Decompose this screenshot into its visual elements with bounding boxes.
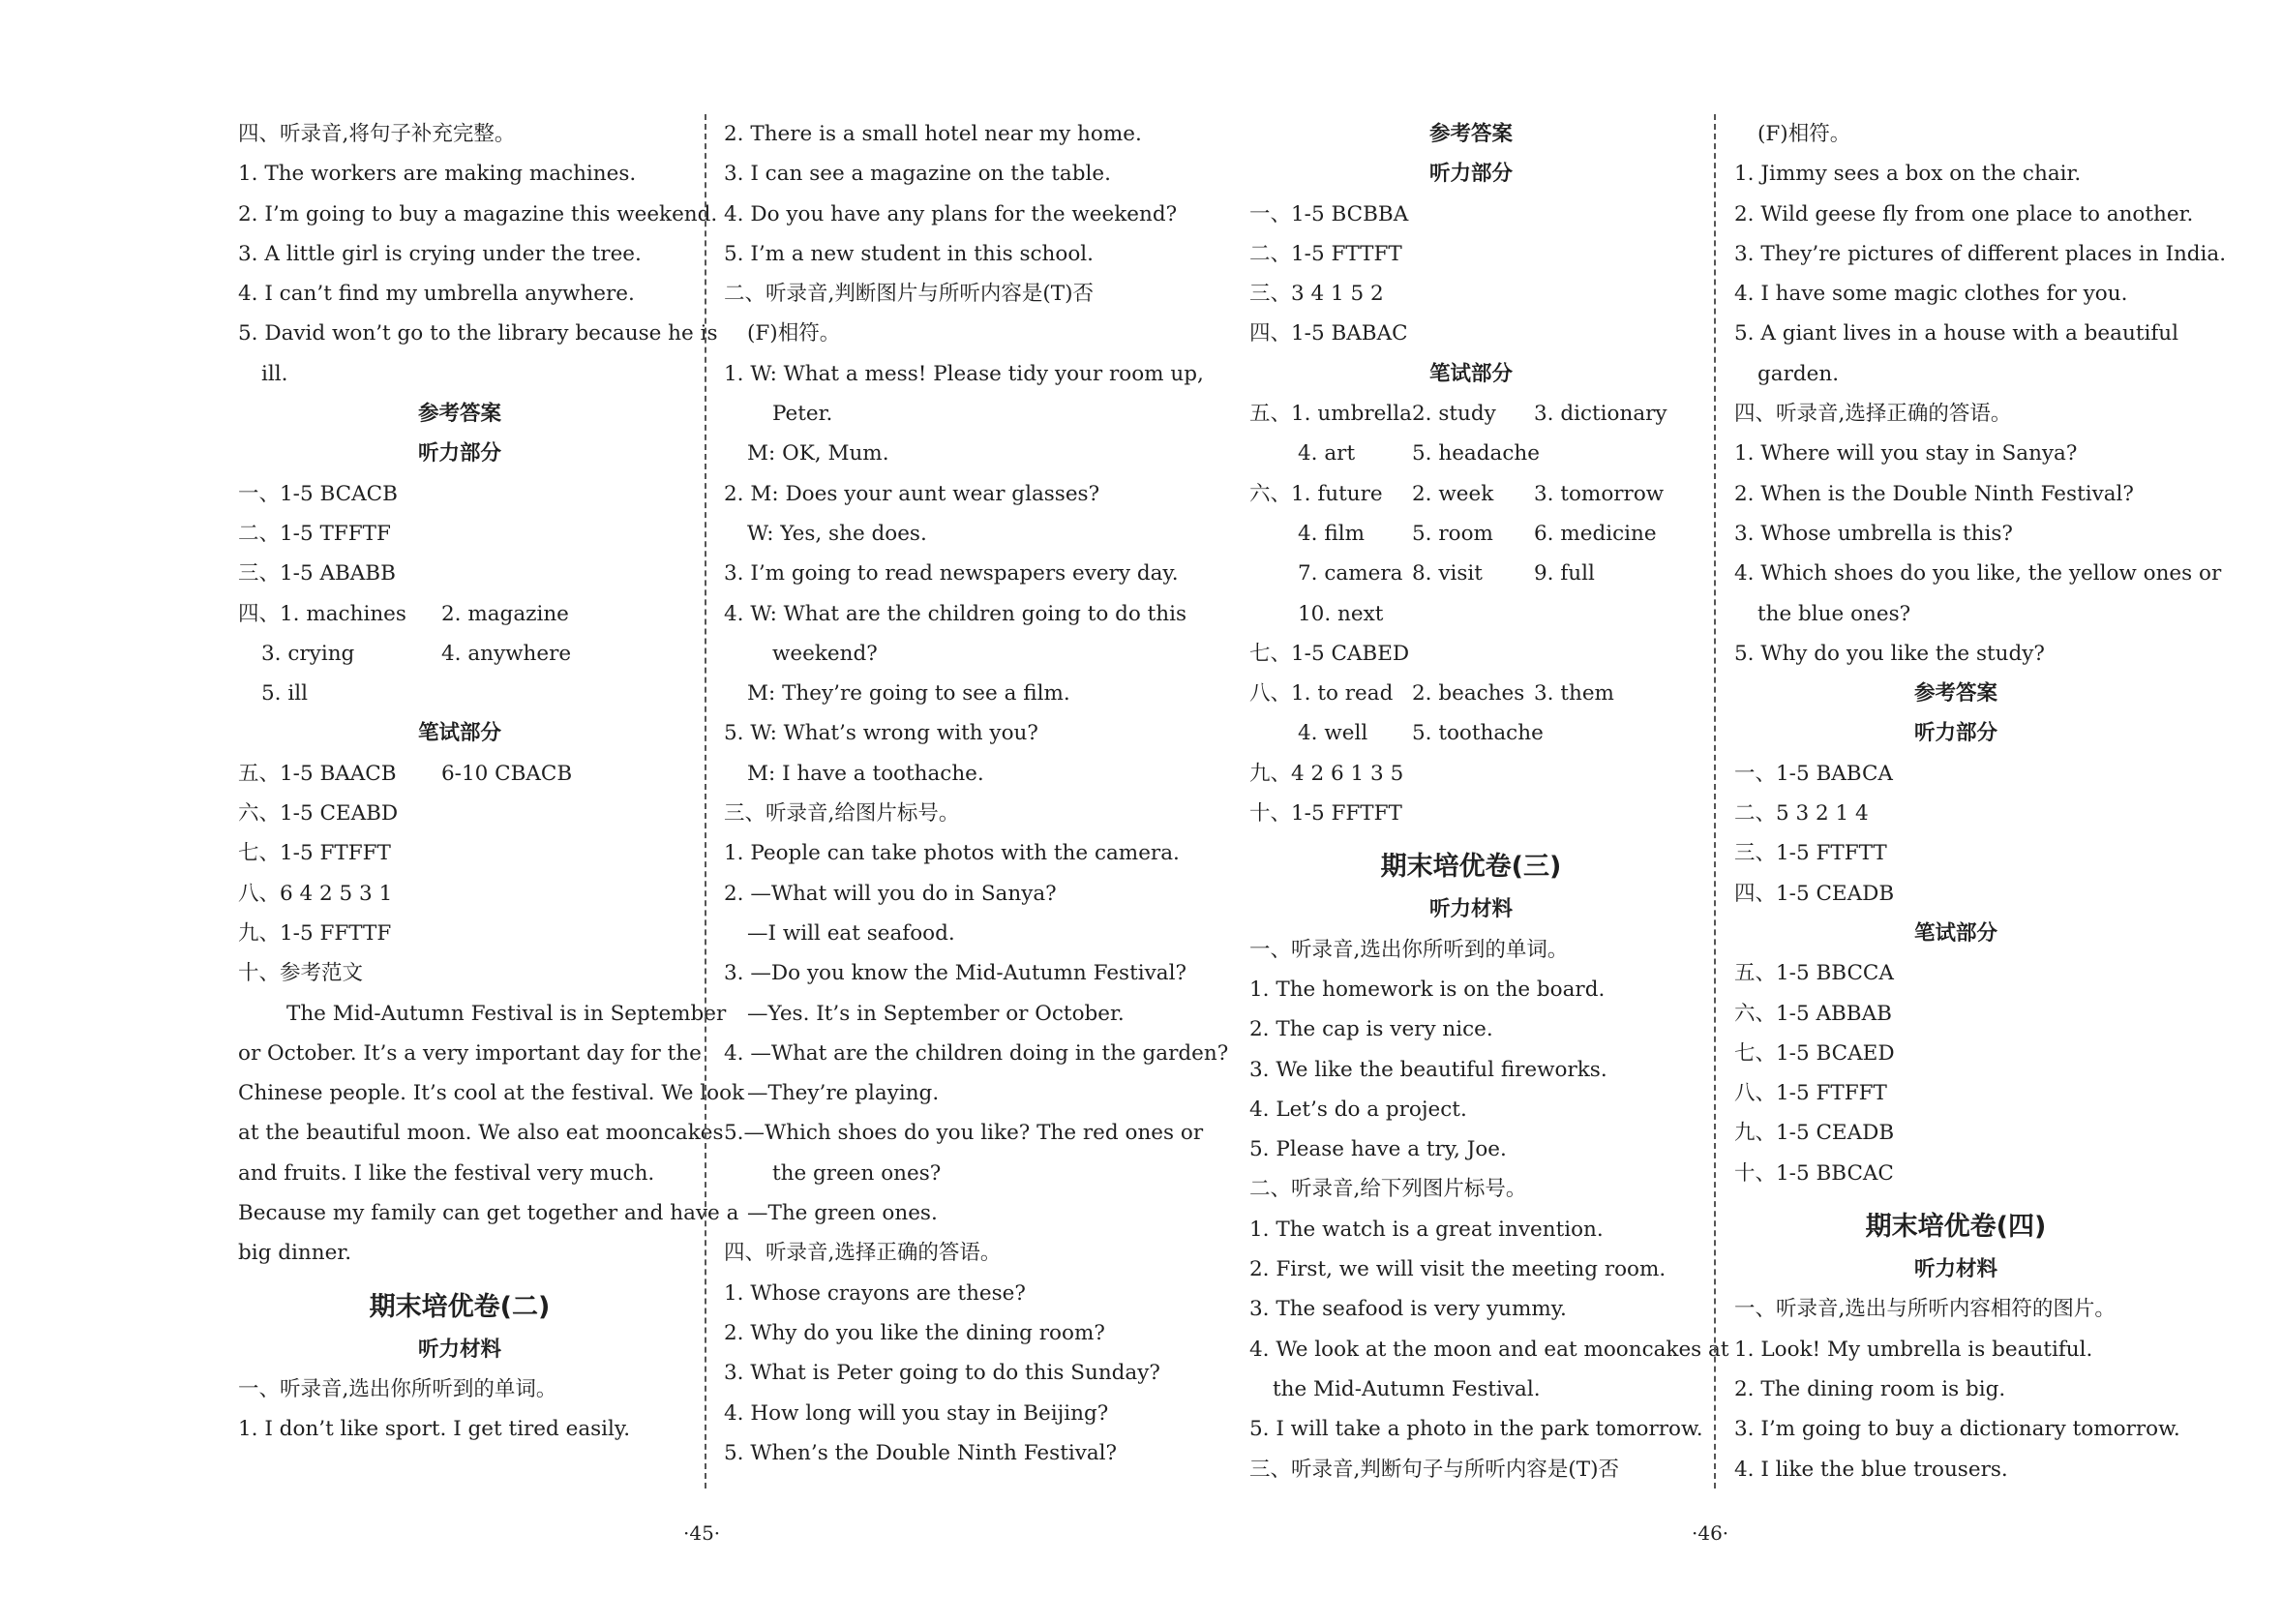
text-line (724, 1073, 1167, 1113)
line-text: 六、1-5 CEABD (238, 801, 399, 827)
text-line (1734, 114, 2177, 154)
line-text: M: OK, Mum. (747, 441, 889, 466)
text-line (1249, 970, 1693, 1009)
line-text: 四、1. machines (238, 601, 406, 626)
line-text: 十、1-5 FFTFT (1249, 801, 1402, 827)
text-line (238, 953, 681, 993)
text-line (724, 1394, 1167, 1433)
line-text: 1. The workers are making machines. (238, 162, 637, 187)
text-line (1249, 234, 1693, 274)
text-line (724, 394, 1167, 434)
text-line (238, 1330, 681, 1369)
text-line (1734, 594, 2177, 634)
text-line (238, 1233, 681, 1273)
text-line (724, 1154, 1167, 1193)
text-line (724, 1113, 1204, 1153)
line-text: M: They’re going to see a film. (747, 681, 1070, 707)
text-line (1734, 634, 2177, 674)
text-line (724, 1193, 1167, 1233)
column-3 (1249, 114, 1729, 1489)
text-line (724, 674, 1167, 713)
text-line (1734, 394, 2177, 434)
line-text: 六、1-5 ABBAB (1734, 1001, 1892, 1026)
line-text: 九、4 2 6 1 3 5 (1249, 761, 1404, 786)
text-line (724, 994, 1167, 1034)
line-text: 4. W: What are the children going to do this (724, 601, 1187, 626)
line-text: 4. Do you have any plans for the weekend? (724, 201, 1178, 226)
text-line (238, 514, 681, 554)
text-line (1734, 754, 2177, 794)
text-line (238, 234, 681, 274)
line-text: 六、1. future (1249, 481, 1383, 506)
text-line (1734, 1450, 2177, 1489)
text-line (724, 434, 1167, 473)
line-text: 1. Where will you stay in Sanya? (1734, 441, 2078, 466)
text-line (1734, 914, 2177, 953)
text-line (724, 1433, 1167, 1473)
text-line (1249, 354, 1693, 394)
line-text: 3. I can see a magazine on the table. (724, 162, 1111, 187)
text-line (724, 154, 1167, 194)
line-text: 5. A giant lives in a house with a beautiful (1734, 321, 2179, 346)
line-text: —I will eat seafood. (747, 920, 955, 946)
line-text: 1. W: What a mess! Please tidy your room up, (724, 361, 1204, 386)
text-line (1734, 154, 2177, 194)
line-text: —They’re playing. (747, 1081, 940, 1106)
line-text: 4. Which shoes do you like, the yellow ones or (1734, 561, 2222, 586)
line-option: 6. medicine (1534, 521, 1657, 546)
text-line (1249, 554, 1693, 593)
line-text: 二、5 3 2 1 4 (1734, 801, 1869, 827)
line-text: the Mid-Autumn Festival. (1273, 1376, 1541, 1401)
line-text: 期末培优卷(四) (1865, 1212, 2047, 1243)
column-divider-left (705, 114, 706, 1489)
line-text: 4. I like the blue trousers. (1734, 1457, 2008, 1482)
line-text: at the beautiful moon. We also eat mooncakes (238, 1121, 724, 1146)
line-text: 三、3 4 1 5 2 (1249, 282, 1384, 307)
text-line (1734, 514, 2177, 554)
text-line (238, 274, 681, 314)
line-text: 一、1-5 BABCA (1734, 761, 1893, 786)
text-line (724, 514, 1167, 554)
line-text: 3. —Do you know the Mid-Autumn Festival? (724, 961, 1186, 986)
line-option: 2. magazine (441, 601, 569, 626)
line-text: 4. —What are the children doing in the garden? (724, 1040, 1229, 1066)
line-text: 3. What is Peter going to do this Sunday? (724, 1361, 1160, 1386)
line-option: 5. room (1412, 521, 1493, 546)
text-line (238, 474, 681, 514)
text-line (238, 1369, 681, 1409)
line-option: 3. them (1534, 681, 1614, 707)
line-text: 五、1-5 BAACB (238, 761, 397, 786)
text-line (724, 354, 1204, 394)
text-line (1249, 833, 1693, 889)
line-text: 1. The watch is a great invention. (1249, 1217, 1604, 1242)
line-text: 2. M: Does your aunt wear glasses? (724, 481, 1100, 506)
text-line (724, 195, 1178, 234)
line-text: 3. I’m going to buy a dictionary tomorrow. (1734, 1417, 2180, 1442)
line-text: weekend? (772, 641, 878, 666)
line-text: 3. Whose umbrella is this? (1734, 521, 2013, 546)
line-text: 5. Please have a try, Joe. (1249, 1137, 1507, 1162)
text-line (724, 754, 1167, 794)
line-text: 听力部分 (1428, 162, 1513, 187)
text-line (238, 874, 681, 914)
line-text: 2. There is a small hotel near my home. (724, 122, 1142, 146)
line-text: 4. film (1298, 521, 1365, 546)
text-line (238, 713, 681, 753)
text-line (1734, 554, 2222, 593)
line-text: 5. Why do you like the study? (1734, 641, 2045, 666)
line-text: 参考答案 (1913, 681, 1997, 707)
column-2 (724, 114, 1229, 1473)
text-line (724, 474, 1167, 514)
line-text: 八、1-5 FTFFT (1734, 1081, 1887, 1106)
line-text: 1. People can take photos with the camera. (724, 841, 1180, 866)
line-text: 参考答案 (417, 402, 501, 427)
text-line (1249, 1369, 1693, 1409)
text-line (1249, 1129, 1693, 1169)
text-line (238, 154, 681, 194)
line-text: 2. Wild geese fly from one place to another. (1734, 201, 2194, 226)
text-line (238, 1073, 745, 1113)
page-number-right: ·46· (1692, 1521, 1729, 1545)
line-text: 2. The dining room is big. (1734, 1376, 2006, 1401)
text-line (238, 394, 681, 434)
line-text: 10. next (1298, 601, 1384, 626)
line-text: 2. First, we will visit the meeting room. (1249, 1257, 1666, 1282)
line-text: 1. Jimmy sees a box on the chair. (1734, 162, 2082, 187)
text-line (1249, 1210, 1693, 1249)
line-text: 3. We like the beautiful fireworks. (1249, 1057, 1607, 1082)
text-line (1734, 794, 2177, 833)
line-text: 3. A little girl is crying under the tree. (238, 241, 642, 266)
line-text: ill. (261, 361, 288, 386)
text-line (1249, 1169, 1693, 1209)
text-line (724, 1353, 1167, 1393)
line-text: 4. We look at the moon and eat mooncakes at (1249, 1337, 1729, 1362)
text-line (1249, 195, 1693, 234)
text-line (238, 833, 681, 873)
text-line (1734, 1409, 2180, 1449)
line-text: 5. I will take a photo in the park tomorrow. (1249, 1417, 1703, 1442)
line-text: 一、听录音,选出你所听到的单词。 (1249, 937, 1569, 962)
text-line (1734, 1330, 2177, 1369)
line-text: 九、1-5 FFTTF (238, 920, 392, 946)
line-text: 3. The seafood is very yummy. (1249, 1297, 1567, 1322)
line-text: 四、1-5 CEADB (1734, 881, 1895, 906)
line-option: 3. dictionary (1534, 402, 1667, 427)
line-text: W: Yes, she does. (747, 521, 927, 546)
text-line (1249, 1289, 1693, 1329)
text-line (724, 1274, 1167, 1313)
line-text: 5.—Which shoes do you like? The red ones or (724, 1121, 1204, 1146)
line-text: 九、1-5 CEADB (1734, 1121, 1895, 1146)
line-text: 三、1-5 FTFTT (1734, 841, 1887, 866)
text-line (1249, 434, 1693, 473)
text-line (1249, 889, 1693, 929)
line-text: or October. It’s a very important day for the (238, 1040, 702, 1066)
line-text: 十、1-5 BBCAC (1734, 1160, 1894, 1186)
line-text: 5. ill (261, 681, 308, 707)
line-text: 八、1. to read (1249, 681, 1394, 707)
text-line (1734, 354, 2177, 394)
text-line (1734, 1249, 2177, 1289)
line-text: 二、1-5 TFFTF (238, 521, 391, 546)
line-text: 4. I can’t find my umbrella anywhere. (238, 282, 635, 307)
line-text: 2. Why do you like the dining room? (724, 1320, 1105, 1345)
line-text: 7. camera (1298, 561, 1403, 586)
line-text: 笔试部分 (1913, 920, 1997, 946)
text-line (1734, 274, 2177, 314)
line-text: 一、1-5 BCBBA (1249, 201, 1409, 226)
text-line (1249, 114, 1693, 154)
line-text: 一、听录音,选出你所听到的单词。 (238, 1376, 557, 1401)
text-line (1734, 1154, 2177, 1193)
text-line (1249, 314, 1693, 353)
text-line (724, 594, 1187, 634)
line-text: 1. The homework is on the board. (1249, 977, 1606, 1002)
line-text: 4. well (1298, 721, 1368, 746)
text-line (238, 1034, 702, 1073)
text-line (238, 314, 718, 353)
text-line (1734, 474, 2177, 514)
line-text: 三、1-5 ABABB (238, 561, 396, 586)
line-text: 四、1-5 BABAC (1249, 321, 1408, 346)
text-line (238, 1409, 681, 1449)
text-line (238, 434, 681, 473)
line-text: 1. Look! My umbrella is beautiful. (1734, 1337, 2093, 1362)
text-line (724, 634, 1167, 674)
line-text: 5. David won’t go to the library because he is (238, 321, 718, 346)
text-line (724, 914, 1167, 953)
text-line (238, 195, 718, 234)
line-option: 4. anywhere (441, 641, 572, 666)
text-line (1734, 1193, 2177, 1249)
text-line (1249, 1450, 1693, 1489)
text-line (1734, 434, 2177, 473)
line-text: 1. I don’t like sport. I get tired easily. (238, 1417, 631, 1442)
line-text: 期末培优卷(三) (1380, 852, 1562, 883)
line-option: 8. visit (1412, 561, 1483, 586)
text-line (724, 833, 1180, 873)
line-text: 笔试部分 (1428, 361, 1513, 386)
line-text: the green ones? (772, 1160, 942, 1186)
text-line (1249, 1409, 1703, 1449)
text-line (1734, 1034, 2177, 1073)
line-text: 二、1-5 FTTFT (1249, 241, 1402, 266)
text-line (1734, 314, 2177, 353)
text-line (724, 114, 1167, 154)
line-text: 3. crying (261, 641, 355, 666)
line-text: 2. —What will you do in Sanya? (724, 881, 1057, 906)
line-text: (F)相符。 (747, 321, 841, 346)
text-line (238, 754, 681, 794)
line-text: 期末培优卷(二) (369, 1291, 551, 1322)
line-text: 笔试部分 (417, 721, 501, 746)
line-text: 一、听录音,选出与所听内容相符的图片。 (1734, 1297, 2116, 1322)
text-line (1734, 713, 2177, 753)
line-text: 2. When is the Double Ninth Festival? (1734, 481, 2134, 506)
line-text: 5. When’s the Double Ninth Festival? (724, 1440, 1118, 1465)
line-text: 一、1-5 BCACB (238, 481, 398, 506)
text-line (1734, 1289, 2177, 1329)
line-text: big dinner. (238, 1241, 352, 1266)
line-text: 十、参考范文 (238, 961, 364, 986)
text-line (1734, 953, 2177, 993)
text-line (238, 994, 727, 1034)
text-line (1249, 514, 1693, 554)
text-line (238, 1274, 681, 1330)
line-text: M: I have a toothache. (747, 761, 984, 786)
text-line (724, 874, 1167, 914)
text-line (724, 794, 1167, 833)
line-text: 3. I’m going to read newspapers every day. (724, 561, 1179, 586)
text-line (238, 554, 681, 593)
line-text: 4. art (1298, 441, 1356, 466)
line-text: The Mid-Autumn Festival is in September (286, 1001, 727, 1026)
line-text: Chinese people. It’s cool at the festival. We look (238, 1081, 745, 1106)
line-text: 听力材料 (417, 1337, 501, 1362)
text-line (238, 634, 681, 674)
line-text: 七、1-5 FTFFT (238, 841, 391, 866)
line-text: 5. W: What’s wrong with you? (724, 721, 1038, 746)
line-text: the blue ones? (1757, 601, 1911, 626)
text-line (724, 314, 1167, 353)
text-line (1249, 474, 1693, 514)
line-text: 5. I’m a new student in this school. (724, 241, 1094, 266)
text-line (1249, 394, 1693, 434)
text-line (1249, 713, 1693, 753)
text-line (1249, 594, 1693, 634)
text-line (1249, 794, 1693, 833)
text-line (724, 713, 1167, 753)
line-option: 3. tomorrow (1534, 481, 1665, 506)
text-line (238, 1113, 724, 1153)
line-text: 听力材料 (1428, 897, 1513, 922)
text-line (1249, 754, 1693, 794)
text-line (238, 354, 681, 394)
line-text: 听力部分 (417, 441, 501, 466)
line-text: —Yes. It’s in September or October. (747, 1001, 1125, 1026)
line-option: 6-10 CBACB (441, 761, 573, 786)
line-text: 听力部分 (1913, 721, 1997, 746)
text-line (1249, 634, 1693, 674)
line-text: 二、听录音,判断图片与所听内容是(T)否 (724, 282, 1094, 307)
text-line (724, 953, 1186, 993)
text-line (1734, 674, 2177, 713)
line-text: 2. I’m going to buy a magazine this weekend. (238, 201, 718, 226)
text-line (1249, 1249, 1693, 1289)
text-line (1249, 154, 1693, 194)
line-text: (F)相符。 (1757, 122, 1851, 146)
line-text: 四、听录音,将句子补充完整。 (238, 122, 516, 146)
line-text: Because my family can get together and have a (238, 1201, 739, 1226)
line-option: 9. full (1534, 561, 1595, 586)
line-text: Peter. (772, 402, 833, 427)
text-line (724, 554, 1179, 593)
text-line (1249, 1330, 1729, 1369)
text-line (1249, 1090, 1693, 1129)
line-text: 八、6 4 2 5 3 1 (238, 881, 393, 906)
text-line (238, 674, 681, 713)
line-option: 5. headache (1412, 441, 1540, 466)
line-text: 四、听录音,选择正确的答语。 (1734, 402, 2012, 427)
line-text: 三、听录音,给图片标号。 (724, 801, 960, 827)
line-text: 1. Whose crayons are these? (724, 1280, 1026, 1306)
line-text: 五、1-5 BBCCA (1734, 961, 1894, 986)
text-line (1249, 1050, 1693, 1090)
text-line (724, 234, 1167, 274)
text-line (238, 794, 681, 833)
line-text: 2. The cap is very nice. (1249, 1017, 1493, 1042)
column-divider-right (1714, 114, 1716, 1489)
line-text: 五、1. umbrella (1249, 402, 1412, 427)
text-line (238, 114, 681, 154)
text-line (1734, 1113, 2177, 1153)
text-line (238, 1154, 681, 1193)
line-text: 4. How long will you stay in Beijing? (724, 1400, 1109, 1426)
page-number-left: ·45· (683, 1521, 721, 1545)
text-line (724, 1034, 1229, 1073)
line-option: 2. beaches (1412, 681, 1525, 707)
line-option: 5. toothache (1412, 721, 1544, 746)
text-line (1249, 1009, 1693, 1049)
text-line (1734, 195, 2194, 234)
text-line (724, 1233, 1167, 1273)
line-option: 2. study (1412, 402, 1496, 427)
text-line (1734, 1369, 2177, 1409)
text-line (1734, 833, 2177, 873)
text-line (238, 1193, 739, 1233)
column-4 (1734, 114, 2227, 1489)
line-text: 二、听录音,给下列图片标号。 (1249, 1177, 1527, 1202)
text-line (1249, 674, 1693, 713)
text-line (1734, 994, 2177, 1034)
line-text: 参考答案 (1428, 122, 1513, 146)
line-text: and fruits. I like the festival very much. (238, 1160, 655, 1186)
line-text: 3. They’re pictures of different places in India. (1734, 241, 2227, 266)
line-text: 四、听录音,选择正确的答语。 (724, 1241, 1002, 1266)
line-text: 4. Let’s do a project. (1249, 1097, 1467, 1122)
line-text: 七、1-5 BCAED (1734, 1040, 1895, 1066)
line-text: 三、听录音,判断句子与所听内容是(T)否 (1249, 1457, 1619, 1482)
line-text: —The green ones. (747, 1201, 938, 1226)
line-text: 4. I have some magic clothes for you. (1734, 282, 2128, 307)
text-line (1249, 274, 1693, 314)
text-line (1249, 930, 1693, 970)
line-text: 听力材料 (1913, 1257, 1997, 1282)
line-text: garden. (1757, 361, 1840, 386)
text-line (724, 1313, 1167, 1353)
text-line (238, 594, 681, 634)
text-line (1734, 234, 2227, 274)
text-line (238, 914, 681, 953)
text-line (1734, 1073, 2177, 1113)
text-line (1734, 874, 2177, 914)
text-line (724, 274, 1167, 314)
line-option: 2. week (1412, 481, 1494, 506)
line-text: 七、1-5 CABED (1249, 641, 1410, 666)
column-1 (238, 114, 745, 1450)
